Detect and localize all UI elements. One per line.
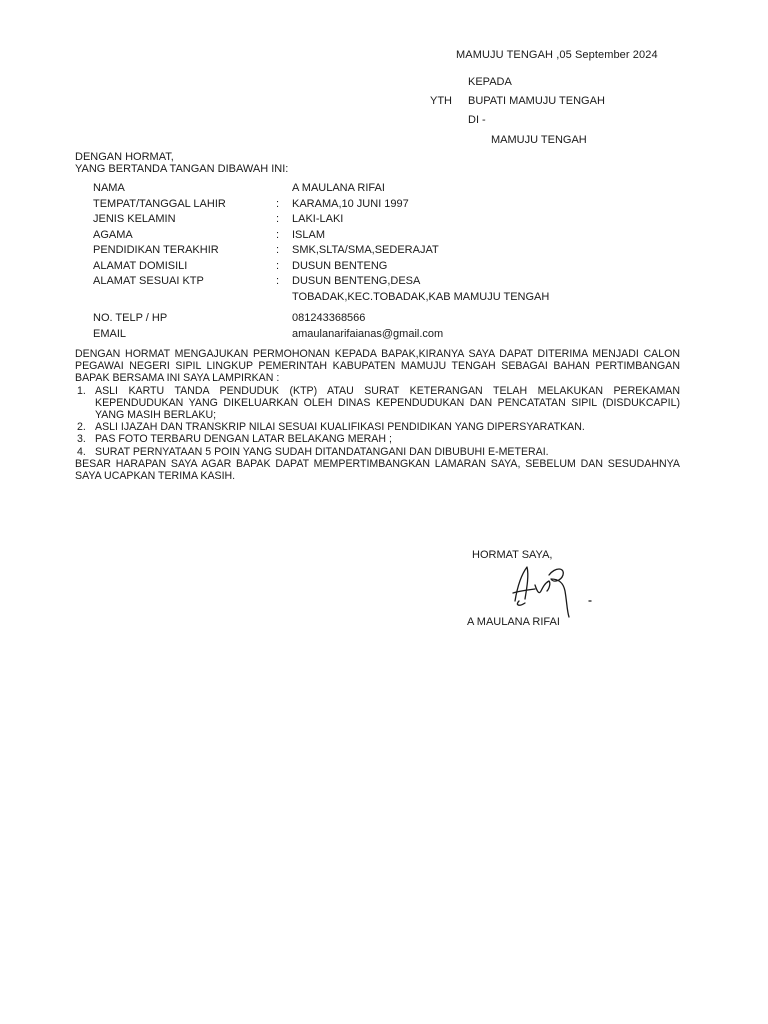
info-value: SMK,SLTA/SMA,SEDERAJAT — [292, 244, 439, 256]
attachment-list — [75, 385, 680, 458]
info-value: ISLAM — [292, 228, 326, 241]
list-item — [75, 385, 680, 422]
info-separator: : — [276, 244, 280, 256]
info-label: PENDIDIKAN TERAKHIR — [93, 244, 219, 256]
list-text: PAS FOTO TERBARU DENGAN LATAR BELAKANG MERAH ; — [95, 433, 392, 446]
info-label: EMAIL — [93, 327, 127, 340]
letter-date: MAMUJU TENGAH ,05 September 2024 — [456, 49, 658, 61]
list-text: ASLI IJAZAH DAN TRANSKRIP NILAI SESUAI KUALIFIKASI PENDIDIKAN YANG DIPERSYARATKAN. — [95, 421, 585, 434]
address-line-2: TOBADAK,KEC.TOBADAK,KAB MAMUJU TENGAH — [292, 290, 550, 303]
closing-paragraph: BESAR HARAPAN SAYA AGAR BAPAK DAPAT MEMPERTIMBANGKAN LAMARAN SAYA, SEBELUM DAN SESUDAHNYA SAYA UCAPKAN TERIMA KASIH. — [75, 457, 680, 483]
yth-label: YTH — [430, 95, 452, 107]
applicant-info-table — [93, 181, 549, 342]
kepada-label: KEPADA — [468, 76, 512, 88]
info-row-nama — [93, 181, 549, 197]
info-row-pendidikan — [93, 243, 549, 259]
hormat-saya: HORMAT SAYA, — [472, 549, 553, 561]
info-label: ALAMAT SESUAI KTP — [93, 275, 204, 287]
info-separator: : — [276, 259, 280, 272]
info-row-telp — [93, 305, 549, 327]
info-value: LAKI-LAKI — [292, 213, 344, 225]
list-number: 2. — [77, 421, 86, 434]
greeting: DENGAN HORMAT, — [75, 151, 174, 163]
info-label: ALAMAT DOMISILI — [93, 259, 188, 272]
info-separator: : — [276, 228, 280, 241]
info-value: KARAMA,10 JUNI 1997 — [292, 197, 409, 210]
list-number: 1. — [77, 384, 86, 397]
recipient-name: BUPATI MAMUJU TENGAH — [468, 95, 605, 107]
list-item — [75, 433, 680, 445]
list-item — [75, 421, 680, 433]
info-separator: : — [276, 197, 280, 210]
info-label: TEMPAT/TANGGAL LAHIR — [93, 197, 226, 210]
info-separator — [276, 181, 292, 197]
list-number: 3. — [77, 433, 86, 446]
info-value: DUSUN BENTENG — [292, 259, 388, 272]
intro-line: YANG BERTANDA TANGAN DIBAWAH INI: — [75, 163, 289, 175]
info-row-jenis-kelamin — [93, 212, 549, 228]
list-text: SURAT PERNYATAAN 5 POIN YANG SUDAH DITANDATANGANI DAN DIBUBUHI E-METERAI. — [95, 445, 549, 458]
info-separator — [276, 327, 292, 343]
di-label: DI - — [468, 114, 486, 126]
info-value — [292, 274, 549, 305]
address-line-1: DUSUN BENTENG,DESA — [292, 275, 421, 287]
info-row-alamat-ktp — [93, 274, 549, 305]
info-value: amaulanarifaianas@gmail.com — [292, 327, 444, 340]
info-row-ttl — [93, 197, 549, 213]
info-separator: : — [276, 275, 280, 287]
info-label: AGAMA — [93, 228, 133, 241]
request-paragraph: DENGAN HORMAT MENGAJUKAN PERMOHONAN KEPADA BAPAK,KIRANYA SAYA DAPAT DITERIMA MENJADI CALON PEGAWAI NEGERI SIPIL LINGKUP PEMERINTAH KABUPATEN MAMUJU TENGAH SEBAGAI BAHAN PERTIMBANGAN BAPAK BERSAMA INI SAYA LAMPIRKAN : — [75, 348, 680, 385]
info-separator: : — [276, 213, 280, 225]
info-label: NO. TELP / HP — [93, 312, 168, 324]
info-row-agama — [93, 228, 549, 244]
info-value: A MAULANA RIFAI — [292, 182, 385, 194]
list-item — [75, 446, 680, 458]
letter-body — [75, 348, 680, 482]
list-number: 4. — [77, 445, 86, 458]
destination-city: MAMUJU TENGAH — [491, 134, 587, 146]
info-row-email — [93, 327, 549, 343]
signer-name: A MAULANA RIFAI — [467, 616, 560, 628]
info-label: JENIS KELAMIN — [93, 213, 176, 225]
info-separator — [276, 305, 292, 327]
info-value: 081243368566 — [292, 312, 366, 324]
info-label: NAMA — [93, 182, 125, 194]
signature-image — [505, 561, 605, 619]
list-text: ASLI KARTU TANDA PENDUDUK (KTP) ATAU SURAT KETERANGAN TELAH MELAKUKAN PEREKAMAN KEPENDUDUKAN YANG DIKELUARKAN OLEH DINAS KEPENDUDUKAN DAN PENCATATAN SIPIL (DISDUKCAPIL) YANG MASIH BERLAKU; — [95, 384, 680, 422]
info-row-alamat-domisili — [93, 259, 549, 275]
